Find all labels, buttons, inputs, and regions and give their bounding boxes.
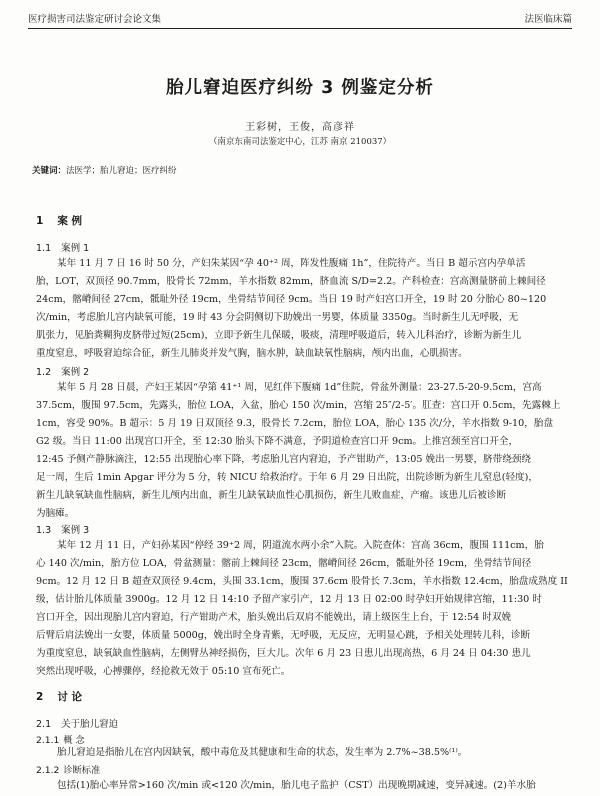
text-line: 为重度窒息，缺氧缺血性脑病，左侧臂丛神经损伤，巨大儿。次年 6 月 23 日患儿出现高热，6 月 24 日 04:30 患儿 [36,648,531,659]
text-line: 重度窒息，呼吸窘迫综合征，新生儿肺炎并发气胸，脑水肿，缺血缺氧性脑病，颅内出血，心肌损害。 [36,348,468,359]
text-line: G2 级。当日 11:00 出现宫口开全，至 12:30 胎头下降不满意，予阴道检查宫口开 9cm。上推宫颈至宫口开全， [36,436,519,447]
keywords [32,164,177,176]
text-line: 胎儿窘迫是指胎儿在宫内因缺氧，酸中毒危及其健康和生命的状态，发生率为 2.7%~38.5%⁽¹⁾。 [57,747,468,758]
subsection-title: 案例 2 [61,367,90,378]
section-number: 2 [36,691,44,703]
case-2-text [36,379,573,523]
section-number: 1 [36,215,44,227]
running-header [28,8,572,26]
text-line: 新生儿缺氧缺血性脑病，新生儿颅内出血，新生儿缺氧缺血性心肌损伤，新生儿败血症，产瘤。该患儿后被诊断 [36,490,507,501]
subsection-title: 案例 1 [61,243,90,254]
section-1-heading [36,213,82,228]
text-line: 心 140 次/min，胎方位 LOA，骨盆测量：髂前上棘间径 23cm，髂嵴间径 26cm，骶耻外径 19cm，坐骨结节间径 [36,558,532,569]
subsection-title: 关于胎儿窘迫 [61,719,119,730]
text-line: 后臂后肩法娩出一女婴，体质量 5000g，娩出时全身青紫，无呼吸，无反应，无明显心跳，予相关处理转儿科，诊断 [36,630,531,641]
text-line: 级，估计胎儿体质量 3900g。12 月 12 日 14:10 予留产家引产，12 月 13 日 02:00 时孕妇开始规律宫缩，11:30 时 [36,594,542,605]
subsubsection-number: 2.1.1 [36,735,60,746]
subsubsection-number: 2.1.2 [36,765,60,776]
subsection-number: 2.1 [36,719,52,730]
case-2-heading [36,364,89,378]
keywords-label: 关键词： [32,166,67,176]
section-name: 法医临床篇 [524,14,572,25]
section-title: 讨 论 [57,691,82,703]
text-line: 足一周，生后 1min Apgar 评分为 5 分，转 NICU 给救治疗。于年 6 月 29 日出院，出院诊断为新生儿窒息(轻度)， [36,472,538,483]
text-line: 为脑瘫。 [36,508,75,519]
text-line: 12:45 予侧产静脉滴注，12:55 出现胎心率下降，考虑胎儿宫内窘迫，予产钳助产，13:05 娩出一男婴，脐带绕颈绕 [36,454,532,465]
text-line: 某年 12 月 11 日，产妇孙某因“停经 39⁺2 周，阴道流水两小余”入院。入院查体：宫高 36cm，腹围 111cm，胎 [57,540,544,551]
text-line: 24cm，髂嵴间径 27cm，骶耻外径 19cm，坐骨结节间径 9cm。当日 19 时产妇宫口开全，19 时 20 分胎心 80~120 [36,294,547,305]
case-3-text [36,537,573,681]
subsection-number: 1.1 [36,243,52,254]
text-line: 9cm。12 月 12 日 B 超查双顶径 9.4cm，头围 33.1cm，腹围 37.6cm 股骨长 7.3cm，羊水指数 12.4cm，胎盘成熟度 II [36,576,568,587]
section-2-heading [36,689,82,704]
journal-name: 医疗损害司法鉴定研讨会论文集 [28,14,162,25]
case-1-heading [36,240,89,254]
text-line: 胎，LOT，双顶径 90.7mm，股骨长 72mm，羊水指数 82mm，脐血流 S/D=2.2。产科检查：宫高测量脐前上棘间径 [36,276,546,287]
section-title: 案 例 [57,215,82,227]
subsection-title: 案例 3 [61,525,90,536]
text-line: 1cm，容受 90%。B 超示：5 月 19 日双顶径 9.3，股骨长 7.2cm，胎位 LOA，胎心 135 次/分，羊水指数 9-10，胎盘 [36,418,554,429]
text-line: 肌张力，见胎粪糊狗皮脐带过短(25cm)，立即予新生儿保暖，吸痰，清理呼吸道后，转入儿科治疗，诊断为新生儿 [36,330,522,341]
case-3-heading [36,522,89,536]
text-line: 37.5cm，腹围 97.5cm，先露头，胎位 LOA，入盆，胎心 150 次/min，宫缩 25″/2-5′。肛查：宫口开 0.5cm，先露棘上 [36,400,561,411]
text-line: 突然出现呼吸，心搏骤停，经抢救无效于 05:10 宣布死亡。 [36,666,291,677]
affiliation: （南京东南司法鉴定中心，江苏 南京 210037） [208,137,392,147]
subsubsection-title: 诊断标准 [63,765,101,776]
section-2-1-heading [36,716,118,730]
text-line: 某年 11 月 7 日 16 时 50 分，产妇朱某因“孕 40⁺² 周，阵发性腹痛 1h”，住院待产。当日 B 超示宫内孕单活 [57,258,526,269]
subsection-number: 1.2 [36,367,52,378]
section-2-1-2-heading [36,762,100,776]
concept-text [57,744,573,762]
subsubsection-title: 概 念 [63,735,85,746]
article-title: 胎儿窘迫医疗纠纷 3 例鉴定分析 [166,78,434,98]
keywords-text: 法医学；胎儿窘迫；医疗纠纷 [66,166,177,176]
header-rule [28,28,572,29]
case-1-text [36,255,573,363]
text-line: 某年 5 月 28 日晨，产妇王某因“孕第 41⁺¹ 周，见红伴下腹痛 1d”住院，骨盆外测量：23-27.5-20-9.5cm，宫高 [57,382,542,393]
subsection-number: 1.3 [36,525,52,536]
text-line: 次/min，考虑胎儿宫内缺氧可能，19 时 43 分会阴侧切下助娩出一男婴，体质量 3350g。当时新生儿无呼吸，无 [36,312,519,323]
text-line: 包括(1)胎心率异常>160 次/min 或<120 次/min，胎儿电子监护（CST）出现晚期减速，变异减速。(2)羊水胎 [57,780,536,791]
authors: 王彩树，王俊，高彦祥 [245,122,355,133]
text-line: 宫口开全，因出现胎儿宫内窘迫，行产钳助产术，胎头娩出后双肩不能娩出，请上级医生上台，于 12:54 时双娩 [36,612,512,623]
diagnosis-text [57,777,573,795]
